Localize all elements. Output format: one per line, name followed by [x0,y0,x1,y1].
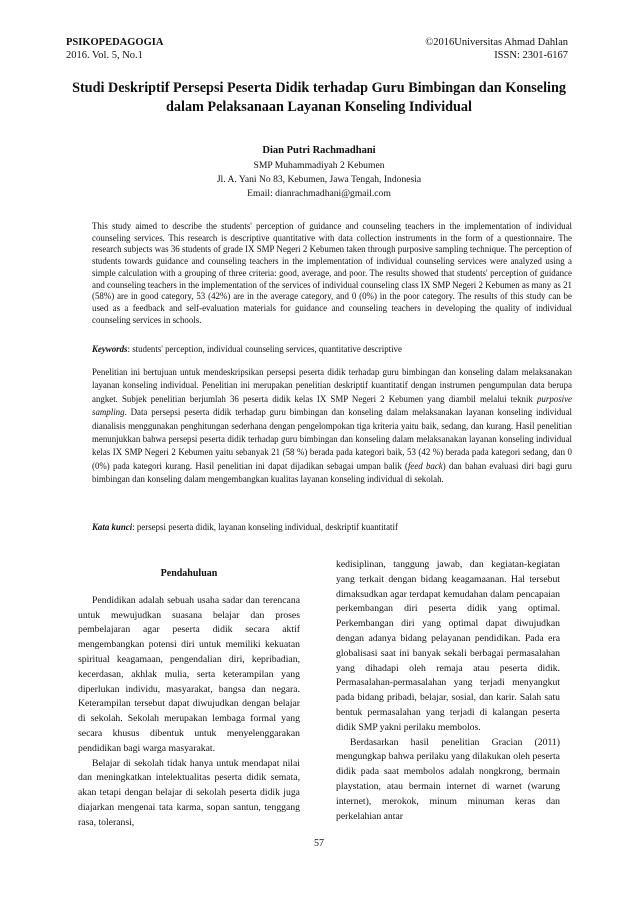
right-paragraph-1: kedisiplinan, tanggung jawab, dan kegiatan-kegiatan yang terkait dengan bidang keagamaanan. Hal tersebut dimaksudkan agar terdapat kemudahan dalam pencapaian perkembangan diri peserta didik yang optimal. Perkembangan diri yang optimal dapat diwujudkan dengan adanya bidang pelayanan pendidikan. Pada era globalisasi saat ini banyak sekali berbagai permasalahan yang dihadapi oleh remaja atau peserta didik. Permasalahan-permasalahan yang terjadi menyangkut pada bidang pribadi, belajar, sosial, dan karir. Salah satu bentuk permasalahan yang terjadi di kalangan peserta didik SMP yakni perilaku membolos. [336,559,560,733]
kata-kunci-text: persepsi peserta didik, layanan konseling individual, deskriptif kuantitatif [136,522,398,532]
body-column-left [78,567,300,831]
author-name: Dian Putri Rachmadhani [262,145,376,156]
abstract-id-part-3: ) dan bahan evaluasi diri bagi guru bimbingan dan konseling dalam mengembangkan kualitas layanan konseling individual di sekolah. [92,460,572,485]
journal-volume: 2016. Vol. 5, No.1 [66,50,143,61]
keywords-separator: : [127,344,133,354]
body-column-right [336,558,560,824]
copyright-text: ©2016Universitas Ahmad Dahlan [425,37,568,48]
author-email: Email: dianrachmadhani@gmail.com [247,188,391,199]
paper-title-line-2: dalam Pelaksanaan Layanan Konseling Individual [166,99,472,115]
kata-kunci-separator: : [132,522,137,532]
section-title: Pendahuluan [160,568,218,579]
right-paragraph-2: Berdasarkan hasil penelitian Gracian (2011) mengungkap bahwa perilaku yang dilakukan oleh peserta didik pada saat membolos adalah nongkrong, bermain playstation, atau bermain internet di warnet (warung internet), merokok, minum minuman keras dan perkelahian antar [336,736,560,822]
abstract-id-italic-1: purposive sampling [92,393,572,418]
abstract-id-italic-2: feed back [407,460,443,471]
keywords-indonesian [92,521,572,533]
author-address: Jl. A. Yani No 83, Kebumen, Jawa Tengah, Indonesia [216,174,422,185]
abstract-english: This study aimed to describe the students' perception of guidance and counseling teachers in the implementation of individual counseling services. This research is descriptive quantitative with data collection instruments in the form of a questionnaire. The research subjects was 36 students of grade IX SMP Negeri 2 Kebumen taken through purposive sampling technique. The perception of students towards guidance and counseling teachers in the implementation of individual counseling services were analyzed using a simple calculation with a grouping of three criteria: good, average, and poor. The results showed that students' perception of guidance and counseling teachers in the implementation of the services of individual counseling class IX SMP Negeri 2 Kebumen as many as 21 (58%) are in good category, 53 (42%) are in the average category, and 0 (0%) in the poor category. The results of this study can be used as a feedback and self-evaluation materials for guidance and counseling teachers in developing the quality of individual counseling services in schools. [92,221,572,325]
left-paragraph-2: Belajar di sekolah tidak hanya untuk mendapat nilai dan meningkatkan intelektualitas peserta didik semata, akan tetapi dengan belajar di sekolah peserta didik juga diajarkan mengenai tata karma, sopan santun, tenggang rasa, toleransi, [78,757,300,828]
issn-text: ISSN: 2301-6167 [494,50,568,61]
page-number: 57 [314,838,324,849]
journal-header-left [66,36,163,62]
author-affiliation: SMP Muhammadiyah 2 Kebumen [253,160,385,171]
keywords-label: Keywords [92,344,128,354]
abstract-id-part-2: . Data persepsi peserta didik terhadap guru bimbingan dan konseling dalam melaksanakan layanan konseling individual dianalisis menggunakan penghitungan sederhana dengan pengelompokan tiga kriteria yaitu baik, sedang, dan kurang. Hasil penelitian menunjukkan bahwa persepsi peserta didik terhadap guru bimbingan dan konseling dalam melaksanakan layanan konseling individual kelas IX SMP Negeri 2 Kebumen yaitu sebanyak 21 (58 %) berada pada kategori baik, 53 (42 %) berada pada kategori sedang, dan 0 (0%) pada kategori kurang. Hasil penelitian ini dapat dijadikan sebagai umpan balik ( [92,407,572,471]
paper-title [40,79,598,117]
keywords-english [92,343,572,355]
author-block [40,142,598,201]
keywords-text: students' perception, individual counseling services, quantitative descriptive [132,344,402,354]
journal-name: PSIKOPEDAGOGIA [66,37,164,48]
abstract-indonesian [92,366,572,487]
left-paragraph-1: Pendidikan adalah sebuah usaha sadar dan terencana untuk mewujudkan suasana belajar dan proses pembelajaran agar peserta didik secara aktif mengembangkan potensi diri untuk memiliki kekuatan spiritual keagamaan, pengendalian diri, kepribadian, kecerdasan, akhlak mulia, serta keterampilan yang diperlukan individu, masyarakat, bangsa dan negara. Keterampilan tersebut dapat diwujudkan dengan belajar di sekolah. Sekolah merupakan lembaga formal yang secara khusus dibentuk untuk menyelenggarakan pendidikan bagi warga masyarakat. [78,594,300,754]
journal-header-right [425,36,568,62]
paper-title-line-1: Studi Deskriptif Persepsi Peserta Didik terhadap Guru Bimbingan dan Konseling [72,80,566,96]
abstract-id-part-1: Penelitian ini bertujuan untuk mendeskripsikan persepsi peserta didik terhadap guru bimbingan dan konseling dalam melaksanakan layanan konseling individual. Penelitian ini merupakan penelitian deskriptif kuantitatif dengan instrumen pengumpulan data berupa angket. Subjek penelitian berjumlah 36 peserta didik kelas IX SMP Negeri 2 Kebumen yang diambil melalui teknik [92,367,572,404]
kata-kunci-label: Kata kunci [92,522,133,532]
